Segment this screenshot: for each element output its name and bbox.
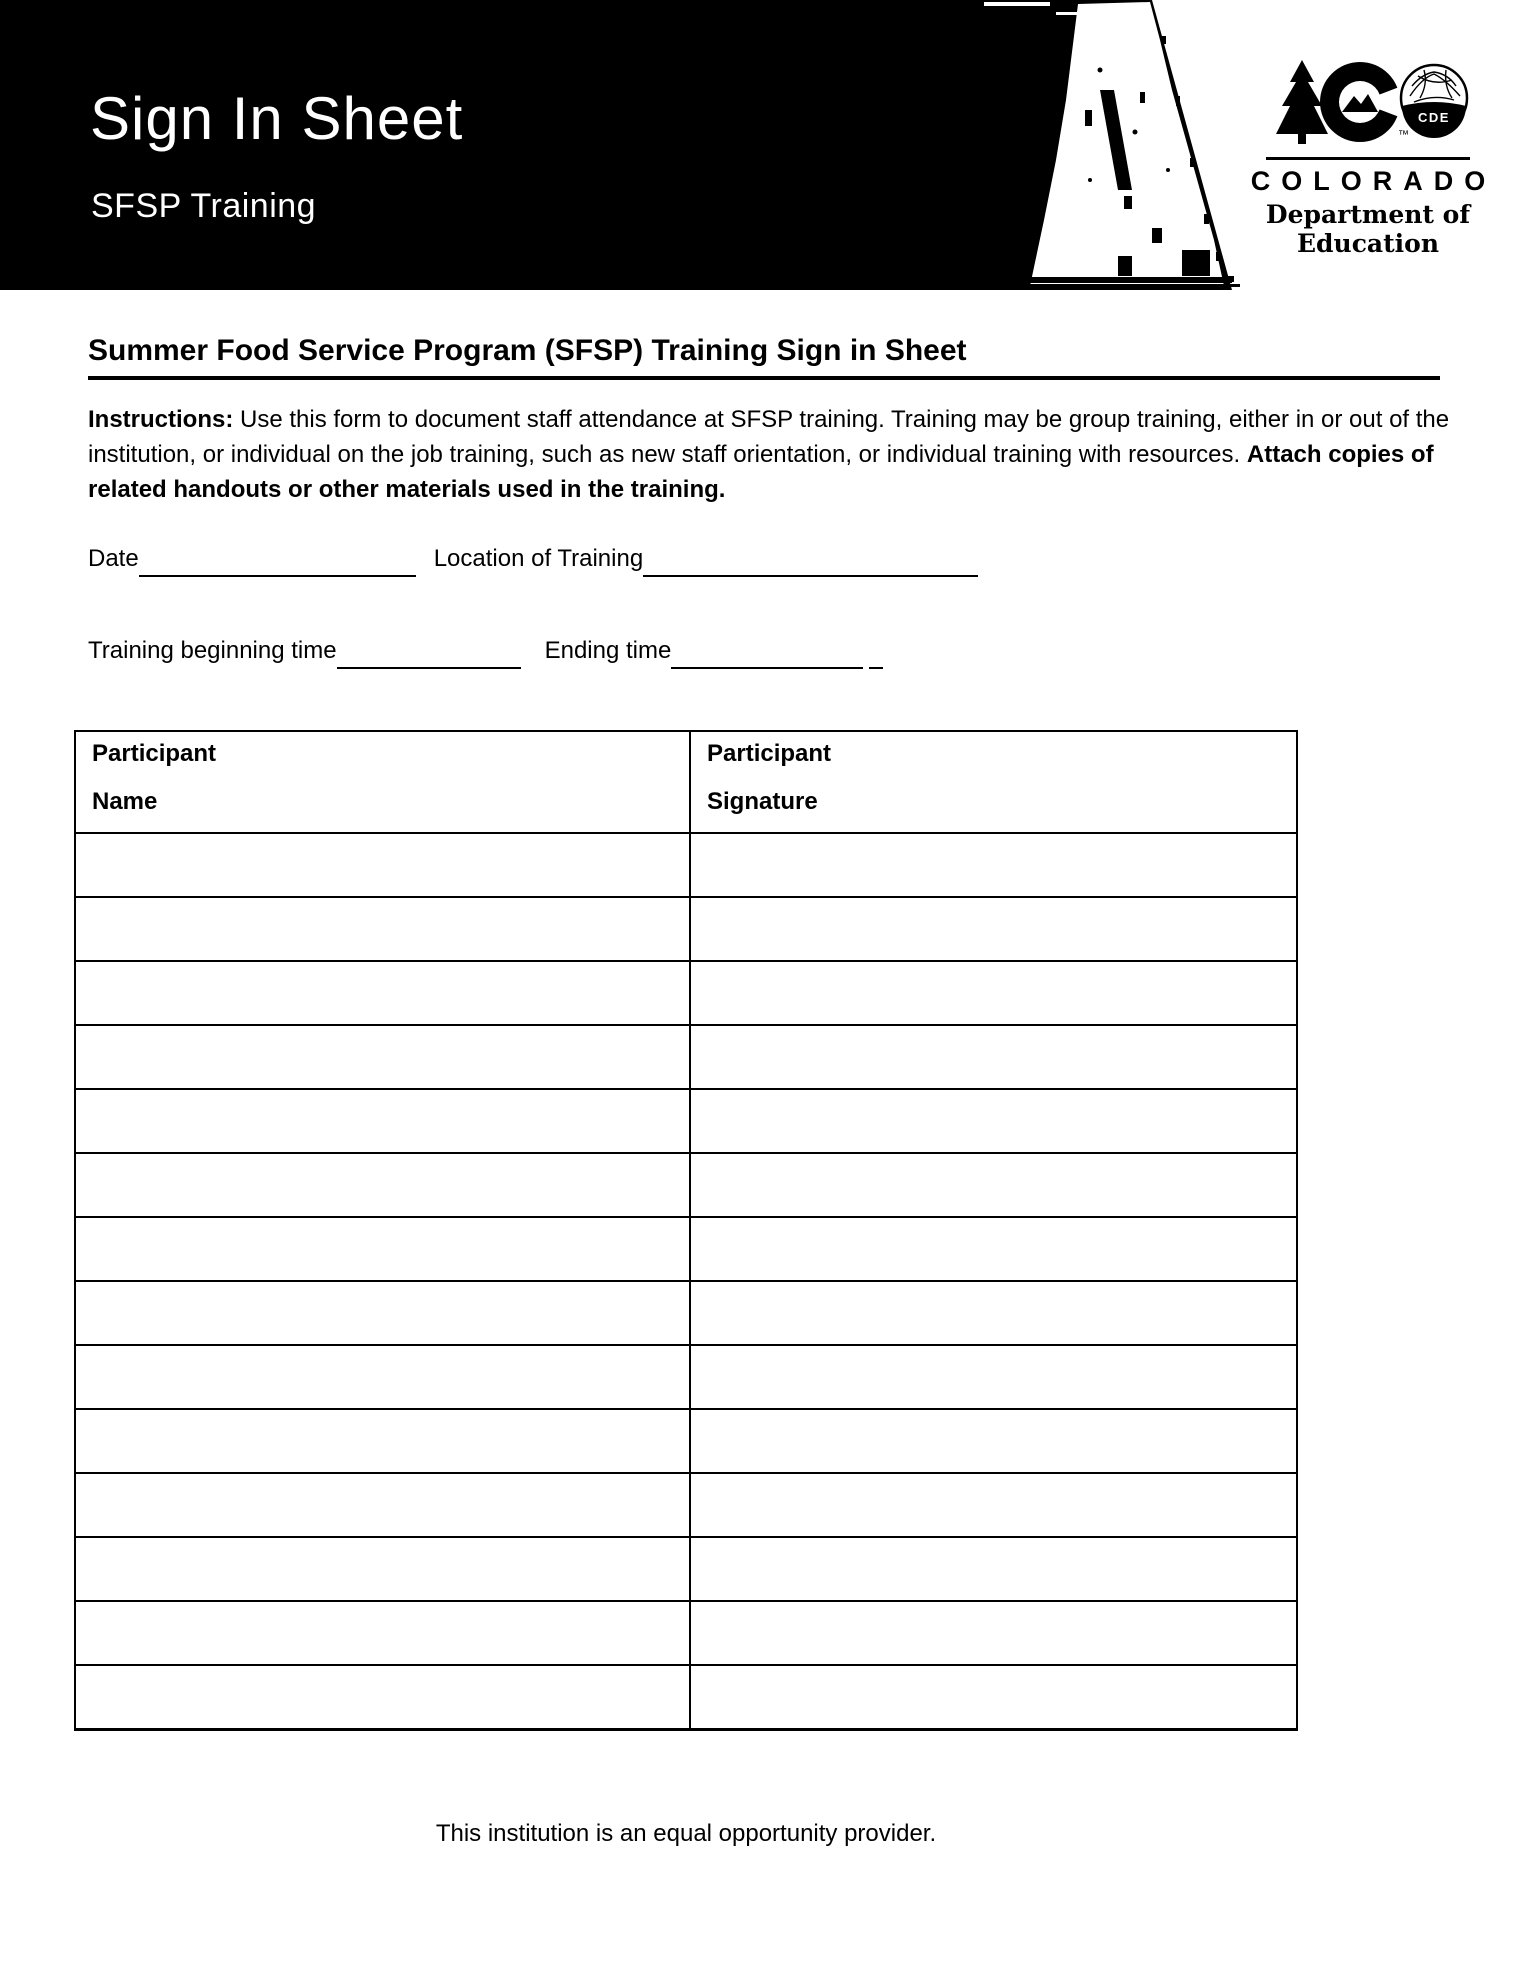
date-label: Date (88, 545, 139, 572)
date-location-row (88, 545, 978, 577)
participant-name-cell[interactable] (75, 1537, 690, 1601)
participant-name-cell[interactable] (75, 1153, 690, 1217)
participant-signature-header-line1: Participant (707, 740, 832, 767)
participant-signature-cell[interactable] (690, 1537, 1297, 1601)
participant-name-cell[interactable] (75, 1217, 690, 1281)
participant-signature-cell[interactable] (690, 1153, 1297, 1217)
table-row (75, 833, 1297, 897)
end-time-label: Ending time (544, 637, 672, 664)
logo-rule (1266, 157, 1470, 160)
participant-signature-cell[interactable] (690, 1089, 1297, 1153)
participant-name-header-line2: Name (92, 788, 158, 815)
participant-name-header (75, 731, 690, 833)
participant-name-cell[interactable] (75, 1601, 690, 1665)
end-time-blank-dash (869, 637, 883, 669)
times-row (88, 637, 883, 669)
participant-name-cell[interactable] (75, 1025, 690, 1089)
table-row (75, 1089, 1297, 1153)
trademark-glyph: ™ (1398, 129, 1409, 141)
cde-badge-label: CDE (1418, 110, 1450, 125)
table-row (75, 1665, 1297, 1730)
participant-signature-cell[interactable] (690, 1409, 1297, 1473)
logo-org-name: COLORADO (1250, 166, 1497, 196)
participant-name-cell[interactable] (75, 833, 690, 897)
participant-name-cell[interactable] (75, 1345, 690, 1409)
instructions-label: Instructions: (88, 406, 234, 433)
table-row (75, 1281, 1297, 1345)
end-time-blank-field[interactable] (671, 637, 863, 669)
participant-name-cell[interactable] (75, 897, 690, 961)
participant-name-cell[interactable] (75, 1281, 690, 1345)
participant-name-cell[interactable] (75, 1409, 690, 1473)
begin-time-label: Training beginning time (88, 637, 337, 664)
instructions-body: Use this form to document staff attendance at SFSP training. Training may be group training, either in or out of the institution, or individual on the job training, such as new staff orientation, or individual training with resources. (88, 406, 1450, 468)
colorado-cde-logo-icon (1262, 56, 1474, 152)
document-title: Sign In Sheet (90, 85, 464, 152)
section-title: Summer Food Service Program (SFSP) Training Sign in Sheet (88, 334, 967, 367)
table-row (75, 1473, 1297, 1537)
begin-time-blank-field[interactable] (337, 637, 521, 669)
table-row (75, 1409, 1297, 1473)
footer-statement: This institution is an equal opportunity provider. (435, 1820, 937, 1847)
participant-signature-cell[interactable] (690, 1345, 1297, 1409)
signin-table (74, 730, 1298, 1731)
participant-name-cell[interactable] (75, 1473, 690, 1537)
table-header-row (75, 731, 1297, 833)
participant-signature-header (690, 731, 1297, 833)
participant-signature-cell[interactable] (690, 1665, 1297, 1730)
location-blank-field[interactable] (643, 545, 978, 577)
participant-signature-cell[interactable] (690, 1473, 1297, 1537)
document-subtitle: SFSP Training (91, 187, 317, 225)
instructions-bold-tail: Attach copies of related handouts or other materials used in the training. (88, 441, 1434, 503)
participant-signature-cell[interactable] (690, 1217, 1297, 1281)
section-title-rule (88, 376, 1440, 380)
logo-dept-name: Department of Education (1265, 200, 1471, 258)
instructions-paragraph (88, 402, 1450, 507)
table-row (75, 961, 1297, 1025)
table-row (75, 1153, 1297, 1217)
signin-table-body (75, 833, 1297, 1730)
table-row (75, 1601, 1297, 1665)
participant-name-header-line1: Participant (92, 740, 217, 767)
participant-name-cell[interactable] (75, 1089, 690, 1153)
participant-signature-cell[interactable] (690, 897, 1297, 961)
cde-logo (1245, 56, 1497, 258)
participant-signature-cell[interactable] (690, 961, 1297, 1025)
table-row (75, 897, 1297, 961)
table-row (75, 1537, 1297, 1601)
participant-signature-cell[interactable] (690, 833, 1297, 897)
location-label: Location of Training (433, 545, 644, 572)
table-row (75, 1217, 1297, 1281)
participant-name-cell[interactable] (75, 961, 690, 1025)
participant-signature-cell[interactable] (690, 1601, 1297, 1665)
table-row (75, 1025, 1297, 1089)
table-row (75, 1345, 1297, 1409)
participant-name-cell[interactable] (75, 1665, 690, 1730)
participant-signature-header-line2: Signature (707, 788, 818, 815)
participant-signature-cell[interactable] (690, 1281, 1297, 1345)
date-blank-field[interactable] (139, 545, 416, 577)
participant-signature-cell[interactable] (690, 1025, 1297, 1089)
